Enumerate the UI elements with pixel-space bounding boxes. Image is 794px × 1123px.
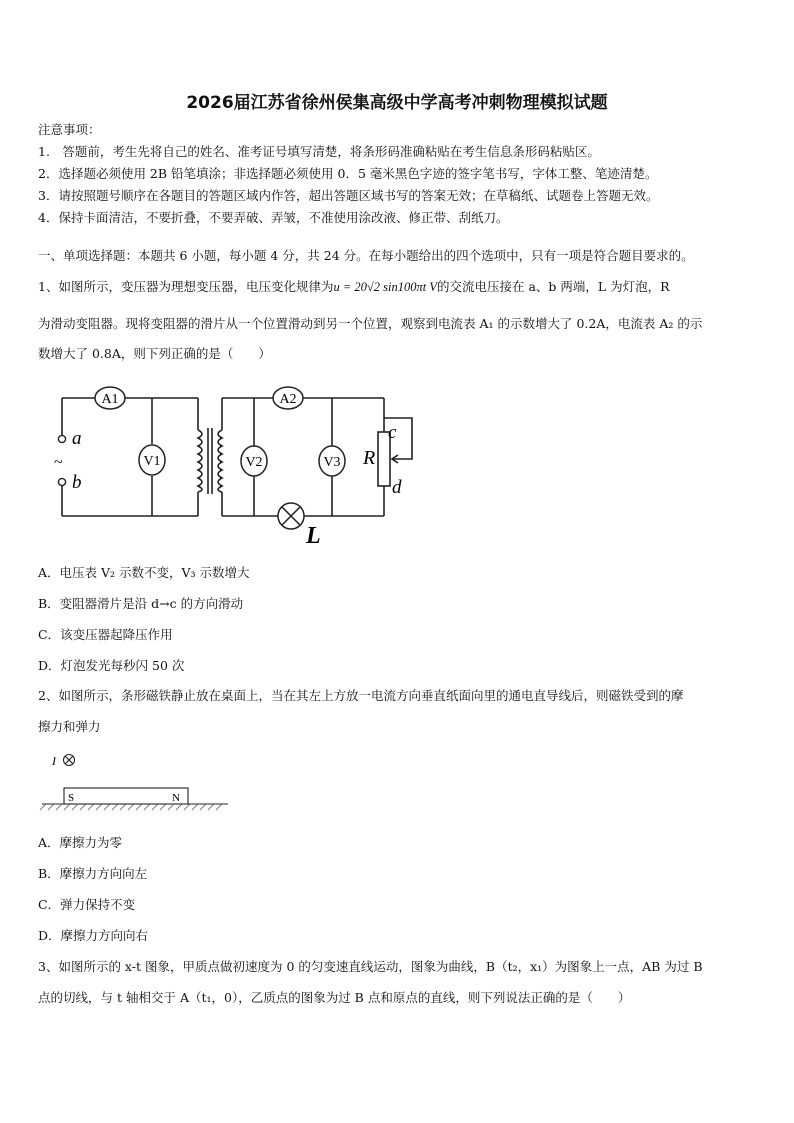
slider-d-label: d: [392, 477, 402, 498]
question-2-line-2: 擦力和弹力: [38, 719, 101, 734]
q1-option-c: C．该变压器起降压作用: [38, 627, 173, 642]
magnet-figure: [38, 748, 238, 812]
ammeter-a2-label: A2: [279, 392, 297, 407]
q2-option-d: D．摩擦力方向向右: [38, 928, 149, 943]
q2-option-c: C．弹力保持不变: [38, 897, 136, 912]
q1-option-d: D．灯泡发光每秒闪 50 次: [38, 658, 185, 673]
page-title: 2026届江苏省徐州侯集高级中学高考冲刺物理模拟试题: [186, 93, 608, 113]
voltmeter-v3-label: V3: [323, 455, 341, 470]
ammeter-a1-label: A1: [101, 392, 119, 407]
question-1-line-3: 数增大了 0.8A，则下列正确的是（ ）: [38, 346, 271, 361]
q1-text-b: 的交流电压接在 a、b 两端，L 为灯泡，R: [436, 279, 670, 294]
notice-heading: 注意事项：: [38, 122, 101, 137]
question-1-line-2: 为滑动变阻器。现将变阻器的滑片从一个位置滑动到另一个位置，观察到电流表 A₁ 的示数增大了 0.2A，电流表 A₂ 的示: [38, 316, 703, 331]
resistor-r-label: R: [363, 447, 376, 469]
current-into-page-icon: [64, 755, 75, 766]
notice-item: 2．选择题必须使用 2B 铅笔填涂；非选择题必须使用 0．5 毫米黑色字迹的签字笔书写，字体工整、笔迹清楚。: [38, 166, 658, 181]
transformer-circuit-figure: [50, 380, 420, 550]
q1-text-a: 1、如图所示，变压器为理想变压器，电压变化规律为: [38, 279, 334, 294]
notice-item: 1. 答题前，考生先将自己的姓名、准考证号填写清楚，将条形码准确粘贴在考生信息条形码粘贴区。: [38, 144, 600, 159]
voltmeter-v1-label: V1: [143, 454, 161, 469]
q2-option-a: A．摩擦力为零: [38, 835, 123, 850]
q1-option-a: A．电压表 V₂ 示数不变，V₃ 示数增大: [38, 565, 250, 580]
question-1-line-1: [38, 277, 758, 295]
lamp-l-label: L: [306, 523, 321, 549]
magnet-s-label: S: [68, 792, 75, 804]
section-heading: 一、单项选择题：本题共 6 小题，每小题 4 分，共 24 分。在每小题给出的四个选项中，只有一项是符合题目要求的。: [38, 248, 694, 263]
magnet-n-label: N: [172, 792, 180, 804]
current-i-label: I: [52, 754, 56, 768]
q1-formula: u = 20√2 sin100πt V: [333, 280, 437, 294]
q2-option-b: B．摩擦力方向向左: [38, 866, 148, 881]
ac-symbol: ~: [54, 454, 63, 471]
q1-option-b: B．变阻器滑片是沿 d→c 的方向滑动: [38, 596, 244, 611]
question-3-line-1: 3、如图所示的 x-t 图象，甲质点做初速度为 0 的匀变速直线运动，图象为曲线，B（t₂，x₁）为图象上一点，AB 为过 B: [38, 959, 703, 974]
question-2-line-1: 2、如图所示，条形磁铁静止放在桌面上，当在其左上方放一电流方向垂直纸面向里的通电直导线后，则磁铁受到的摩: [38, 688, 684, 703]
terminal-b-label: b: [72, 472, 82, 493]
bar-magnet: [64, 788, 188, 804]
slider-c-label: c: [388, 422, 397, 443]
notice-item: 3．请按照题号顺序在各题目的答题区域内作答，超出答题区域书写的答案无效；在草稿纸、试题卷上答题无效。: [38, 188, 659, 203]
terminal-a-label: a: [72, 428, 82, 449]
voltmeter-v2-label: V2: [245, 455, 263, 470]
question-3-line-2: 点的切线，与 t 轴相交于 A（t₁，0），乙质点的图象为过 B 点和原点的直线，则下列说法正确的是（ ）: [38, 990, 631, 1005]
notice-item: 4．保持卡面清洁，不要折叠，不要弄破、弄皱，不准使用涂改液、修正带、刮纸刀。: [38, 210, 509, 225]
desk-hatching: [40, 804, 222, 810]
